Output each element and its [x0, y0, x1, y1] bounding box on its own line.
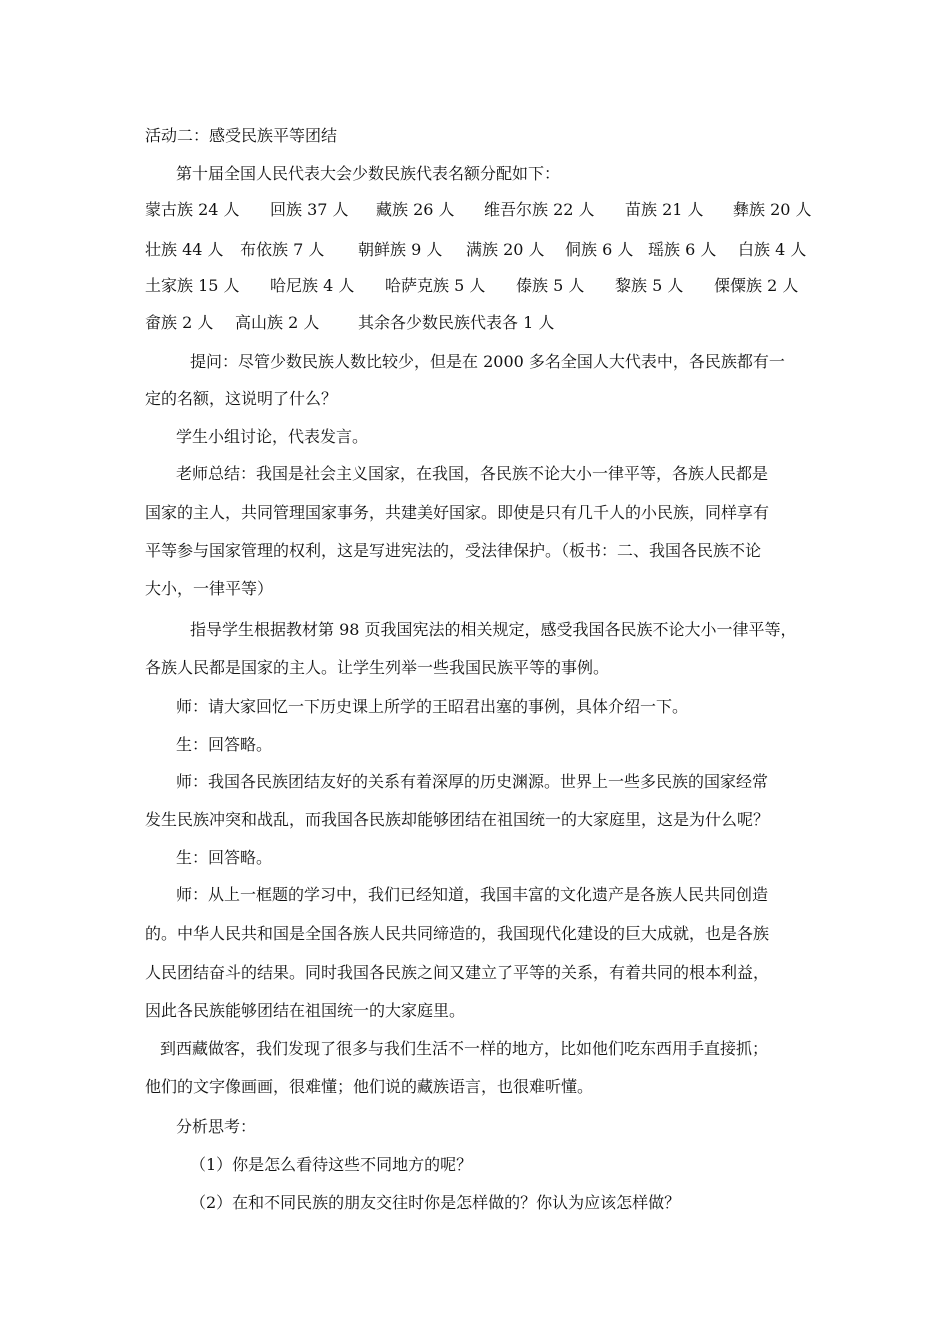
body-line: 人民团结奋斗的结果。同时我国各民族之间又建立了平等的关系，有着共同的根本利益， [145, 963, 770, 982]
body-line: 国家的主人，共同管理国家事务，共建美好国家。即使是只有几千人的小民族，同样享有 [145, 503, 770, 522]
quota-item: 傣族 5 人 [516, 276, 585, 295]
quota-item: 白族 4 人 [738, 240, 807, 259]
body-line: 指导学生根据教材第 98 页我国宪法的相关规定，感受我国各民族不论大小一律平等， [190, 620, 797, 639]
quota-item: 藏族 26 人 [376, 200, 455, 219]
quota-item: 土家族 15 人 [145, 276, 240, 295]
body-line: 定的名额，这说明了什么？ [145, 389, 338, 408]
quota-item: 哈尼族 4 人 [270, 276, 355, 295]
quota-item: 其余各少数民族代表各 1 人 [358, 313, 555, 332]
quota-item: 布依族 7 人 [240, 240, 325, 259]
body-line: 平等参与国家管理的权利，这是写进宪法的，受法律保护。（板书：二、我国各民族不论 [145, 541, 762, 560]
question-item: （1）你是怎么看待这些不同地方的呢？ [190, 1155, 473, 1174]
body-line: 到西藏做客，我们发现了很多与我们生活不一样的地方，比如他们吃东西用手直接抓； [160, 1039, 769, 1058]
quota-item: 维吾尔族 22 人 [484, 200, 595, 219]
body-line: 师：从上一框题的学习中，我们已经知道，我国丰富的文化遗产是各族人民共同创造 [176, 885, 769, 904]
quota-item: 苗族 21 人 [625, 200, 704, 219]
quota-item: 瑶族 6 人 [648, 240, 717, 259]
body-line: 发生民族冲突和战乱，而我国各民族却能够团结在祖国统一的大家庭里，这是为什么呢？ [145, 810, 770, 829]
body-line: 的。中华人民共和国是全国各族人民共同缔造的，我国现代化建设的巨大成就，也是各族 [145, 924, 770, 943]
quota-item: 侗族 6 人 [565, 240, 634, 259]
quota-item: 黎族 5 人 [615, 276, 684, 295]
body-line: 师：我国各民族团结友好的关系有着深厚的历史渊源。世界上一些多民族的国家经常 [176, 772, 769, 791]
body-line: 学生小组讨论，代表发言。 [176, 427, 369, 446]
quota-item: 高山族 2 人 [235, 313, 320, 332]
quota-item: 蒙古族 24 人 [145, 200, 240, 219]
quota-item: 畲族 2 人 [145, 313, 214, 332]
quota-item: 彝族 20 人 [733, 200, 812, 219]
quota-item: 回族 37 人 [270, 200, 349, 219]
body-line: 生：回答略。 [176, 735, 273, 754]
body-line: 生：回答略。 [176, 848, 273, 867]
quota-item: 朝鲜族 9 人 [358, 240, 443, 259]
quota-item: 傈僳族 2 人 [714, 276, 799, 295]
activity-heading: 活动二：感受民族平等团结 [145, 126, 338, 145]
body-line: 他们的文字像画画，很难懂；他们说的藏族语言，也很难听懂。 [145, 1077, 594, 1096]
quota-item: 满族 20 人 [466, 240, 545, 259]
body-line: 因此各民族能够团结在祖国统一的大家庭里。 [145, 1001, 466, 1020]
body-line: 各族人民都是国家的主人。让学生列举一些我国民族平等的事例。 [145, 658, 610, 677]
question-item: （2）在和不同民族的朋友交往时你是怎样做的？你认为应该怎样做？ [190, 1193, 681, 1212]
intro-paragraph: 第十届全国人民代表大会少数民族代表名额分配如下： [176, 164, 561, 183]
body-line: 师：请大家回忆一下历史课上所学的王昭君出塞的事例，具体介绍一下。 [176, 697, 689, 716]
body-line: 提问：尽管少数民族人数比较少，但是在 2000 多名全国人大代表中，各民族都有一 [190, 352, 785, 371]
body-line: 分析思考： [176, 1117, 257, 1136]
body-line: 老师总结：我国是社会主义国家，在我国，各民族不论大小一律平等，各族人民都是 [176, 464, 769, 483]
quota-item: 壮族 44 人 [145, 240, 224, 259]
body-line: 大小，一律平等） [145, 579, 274, 598]
quota-item: 哈萨克族 5 人 [385, 276, 486, 295]
